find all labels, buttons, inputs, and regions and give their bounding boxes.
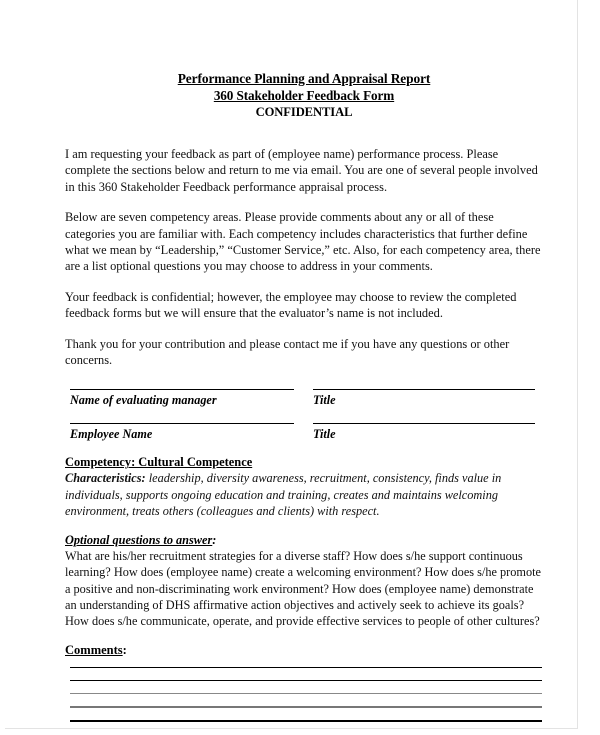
paragraph-request: I am requesting your feedback as part of (employee name) performance process. Please complete the sections below and return to me via email. You are one of several people involved in this 360 Stakeholder Feedback performance appraisal process. <box>65 147 538 194</box>
optional-questions-heading-suffix: : <box>212 533 217 548</box>
field-label-employee-title: Title <box>313 427 336 442</box>
characteristics-line <box>65 470 543 519</box>
competency-heading-text: Competency: Cultural Competence <box>65 455 253 470</box>
comment-line[interactable] <box>70 706 542 708</box>
title-line-confidential: CONFIDENTIAL <box>255 105 353 119</box>
comments-label-suffix: : <box>122 642 127 657</box>
field-manager-title[interactable] <box>313 389 535 408</box>
field-employee-title[interactable] <box>313 423 535 442</box>
field-label-employee-name: Employee Name <box>70 427 153 442</box>
competency-heading <box>65 454 543 470</box>
paragraph-competency-areas: Below are seven competency areas. Please provide comments about any or all of these categories you are familiar with. Each competency includes characteristics that further define what we mean by “Leadership,” “Customer Service,” etc. Also, for each competency area, there are a list optional questions you may choose to address in your comments. <box>65 210 541 274</box>
comments-label: Comments <box>65 642 123 657</box>
field-row-employee <box>65 423 543 453</box>
comment-line[interactable] <box>70 680 542 681</box>
document-content <box>65 0 543 735</box>
title-line-primary: Performance Planning and Appraisal Report <box>177 71 431 86</box>
characteristics-label: Characteristics: <box>65 471 146 486</box>
document-title-block <box>65 0 543 121</box>
optional-questions-heading-text: Optional questions to answer <box>65 533 213 548</box>
field-label-manager-title: Title <box>313 393 336 408</box>
title-line-secondary: 360 Stakeholder Feedback Form <box>213 88 395 103</box>
field-label-manager-name: Name of evaluating manager <box>70 393 217 408</box>
comment-line[interactable] <box>70 693 542 694</box>
comment-line[interactable] <box>70 720 542 722</box>
paragraph-thank-you: Thank you for your contribution and please contact me if you have any questions or other concerns. <box>65 336 510 368</box>
signature-fields <box>65 389 543 453</box>
comment-line[interactable] <box>70 667 542 668</box>
characteristics-text: leadership, diversity awareness, recruitment, consistency, finds value in individuals, supports ongoing education and training, creates and maintains welcoming environment, treats others (colleagues and clients) with respect. <box>65 471 502 518</box>
comments-ruled-lines[interactable] <box>70 667 542 723</box>
comments-heading <box>65 642 543 658</box>
paragraph-confidentiality: Your feedback is confidential; however, the employee may choose to review the completed feedback forms but we will ensure that the evaluator’s name is not included. <box>65 289 517 321</box>
field-row-manager <box>65 389 543 423</box>
optional-questions-text: What are his/her recruitment strategies for a diverse staff? How does s/he support continuous learning? How does (employee name) create a welcoming environment? How does s/he promote a positive and non-discriminating work environment? How does (employee name) demonstrate an understanding of DHS affirmative action objectives and actively seek to achieve its goals? How does s/he communicate, operate, and provide effective services to people of other cultures? <box>65 549 541 629</box>
field-manager-name[interactable] <box>70 389 294 408</box>
document-page <box>5 0 578 729</box>
optional-questions-heading <box>65 532 543 548</box>
field-employee-name[interactable] <box>70 423 294 442</box>
